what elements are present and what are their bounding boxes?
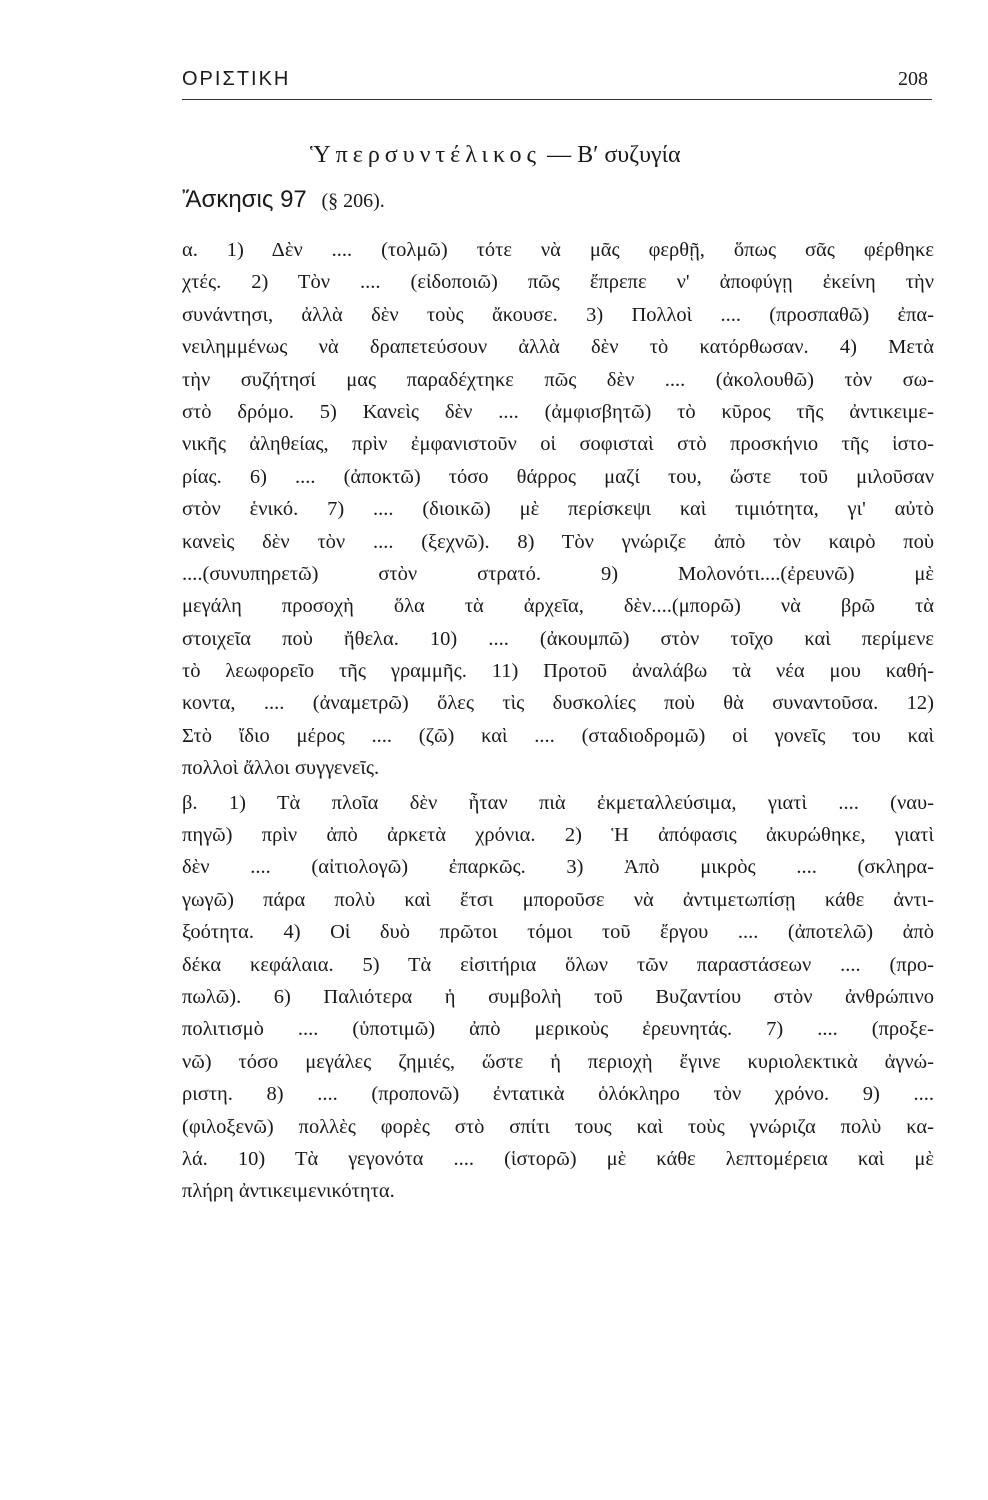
text-line: τὴν συζήτησί μας παραδέχτηκε πῶς δὲν .... (ἀκολουθῶ) τὸν σω- xyxy=(182,368,934,391)
exercise-title xyxy=(182,186,385,214)
text-line: κοντα, .... (ἀναμετρῶ) ὅλες τὶς δυσκολίες ποὺ θὰ συναντοῦσα. 12) xyxy=(182,692,934,715)
section-name: ΟΡΙΣΤΙΚΗ xyxy=(182,68,291,90)
conjugation-label: — Β′ συζυγία xyxy=(547,142,681,168)
text-line: Στὸ ἴδιο μέρος .... (ζῶ) καὶ .... (σταδιοδρομῶ) οἱ γονεῖς του καὶ xyxy=(182,724,934,747)
page-number: 208 xyxy=(898,68,928,90)
text-line: γωγῶ) πάρα πολὺ καὶ ἔτσι μποροῦσε νὰ ἀντιμετωπίσῃ κάθε ἀντι- xyxy=(182,888,934,911)
text-line: ριστη. 8) .... (προπονῶ) ἐντατικὰ ὁλόκληρο τὸν χρόνο. 9) .... xyxy=(182,1083,934,1106)
text-line: ....(συνυπηρετῶ) στὸν στρατό. 9) Μολονότι....(ἐρευνῶ) μὲ xyxy=(182,562,934,585)
text-line: λά. 10) Τὰ γεγονότα .... (ἱστορῶ) μὲ κάθε λεπτομέρεια καὶ μὲ xyxy=(182,1147,934,1170)
exercise-reference: (§ 206). xyxy=(321,190,385,212)
text-line: πολιτισμὸ .... (ὑποτιμῶ) ἀπὸ μερικοὺς ἐρευνητάς. 7) .... (προξε- xyxy=(182,1018,934,1041)
text-line: στοιχεῖα ποὺ ἤθελα. 10) .... (ἀκουμπῶ) στὸν τοῖχο καὶ περίμενε xyxy=(182,627,934,650)
text-line: ξοότητα. 4) Οἱ δυὸ πρῶτοι τόμοι τοῦ ἔργου .... (ἀποτελῶ) ἀπὸ xyxy=(182,921,934,944)
text-line: νῶ) τόσο μεγάλες ζημιές, ὥστε ἡ περιοχὴ ἔγινε κυριολεκτικὰ ἀγνώ- xyxy=(182,1050,934,1073)
text-line: συνάντησι, ἀλλὰ δὲν τοὺς ἄκουσε. 3) Πολλοὶ .... (προσπαθῶ) ἐπα- xyxy=(182,303,934,326)
text-line: τὸ λεωφορεῖο τῆς γραμμῆς. 11) Προτοῦ ἀναλάβω τὰ νέα μου καθή- xyxy=(182,660,934,683)
text-line: δέκα κεφάλαια. 5) Τὰ εἰσιτήρια ὅλων τῶν παραστάσεων .... (προ- xyxy=(182,953,934,976)
text-line: ρίας. 6) .... (ἀποκτῶ) τόσο θάρρος μαζί του, ὥστε τοῦ μιλοῦσαν xyxy=(182,465,934,488)
header-rule xyxy=(182,99,932,100)
text-line: στὸν ἑνικό. 7) .... (διοικῶ) μὲ περίσκεψι καὶ τιμιότητα, γι' αὐτὸ xyxy=(182,498,934,521)
tense-name: Ὑπερσυντέλικος xyxy=(310,142,542,168)
text-line: δὲν .... (αἰτιολογῶ) ἐπαρκῶς. 3) Ἀπὸ μικρὸς .... (σκληρα- xyxy=(182,856,934,879)
text-line: α. 1) Δὲν .... (τολμῶ) τότε νὰ μᾶς φερθῇ, ὅπως σᾶς φέρθηκε xyxy=(182,239,934,261)
exercise-body xyxy=(182,234,934,1208)
text-line: πωλῶ). 6) Παλιότερα ἡ συμβολὴ τοῦ Βυζαντίου στὸν ἀνθρώπινο xyxy=(182,985,934,1008)
page-header xyxy=(182,66,932,96)
text-line: κανεὶς δὲν τὸν .... (ξεχνῶ). 8) Τὸν γνώριζε ἀπὸ τὸν καιρὸ ποὺ xyxy=(182,530,934,553)
text-line: πολλοὶ ἄλλοι συγγενεῖς. xyxy=(182,757,380,780)
text-line: πηγῶ) πρὶν ἀπὸ ἀρκετὰ χρόνια. 2) Ἡ ἀπόφασις ἀκυρώθηκε, γιατὶ xyxy=(182,824,934,847)
section-subtitle xyxy=(310,142,681,169)
text-line: μεγάλη προσοχὴ ὅλα τὰ ἀρχεῖα, δὲν....(μπορῶ) νὰ βρῶ τὰ xyxy=(182,595,934,618)
text-line: στὸ δρόμο. 5) Κανεὶς δὲν .... (ἀμφισβητῶ) τὸ κῦρος τῆς ἀντικειμε- xyxy=(182,400,934,423)
text-line: β. 1) Τὰ πλοῖα δὲν ἦταν πιὰ ἐκμεταλλεύσιμα, γιατὶ .... (ναυ- xyxy=(182,791,934,814)
text-line: νειλημμένως νὰ δραπετεύσουν ἀλλὰ δὲν τὸ κατόρθωσαν. 4) Μετὰ xyxy=(182,336,934,359)
text-line: (φιλοξενῶ) πολλὲς φορὲς στὸ σπίτι τους καὶ τοὺς γνώριζα πολὺ κα- xyxy=(182,1115,934,1138)
exercise-number: Ἄσκησις 97 xyxy=(182,186,307,213)
text-line: πλήρη ἀντικειμενικότητα. xyxy=(182,1180,395,1203)
text-line: χτές. 2) Τὸν .... (εἰδοποιῶ) πῶς ἔπρεπε ν' ἀποφύγῃ ἐκείνη τὴν xyxy=(182,271,934,294)
text-line: νικῆς ἀληθείας, πρὶν ἐμφανιστοῦν οἱ σοφισταὶ στὸ προσκήνιο τῆς ἱστο- xyxy=(182,433,934,456)
